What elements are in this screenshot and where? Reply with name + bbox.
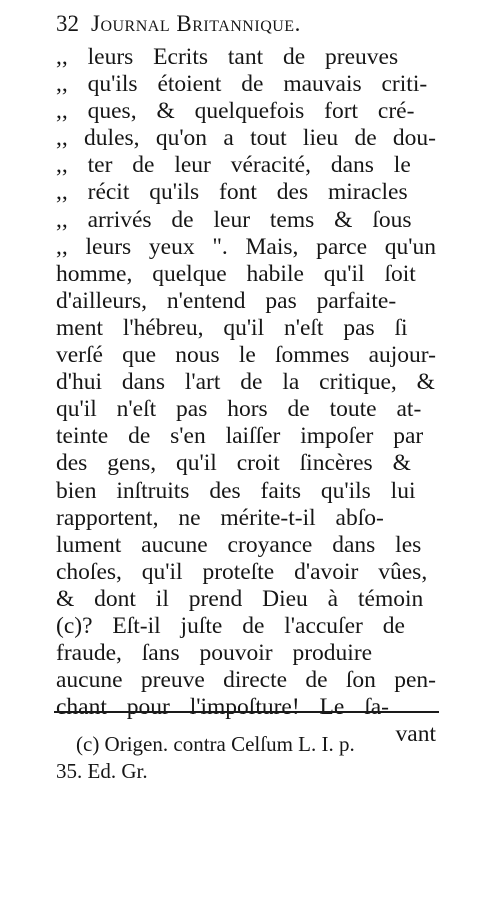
text-line [56, 586, 436, 613]
text-line [56, 288, 436, 315]
text-line-content: ,, ques, & quelquefois fort cré- [56, 98, 415, 125]
footnote-text: 35. Ed. Gr. [56, 759, 148, 783]
text-line [56, 396, 436, 423]
text-line-content: chant pour l'impoſture! Le ſa- [56, 694, 389, 721]
text-line [56, 667, 436, 694]
text-line [56, 532, 436, 559]
text-line-content: lument aucune croyance dans les [56, 531, 422, 558]
journal-title: Journal Britannique. [91, 11, 301, 36]
footnote-divider [54, 711, 439, 713]
text-line [56, 613, 436, 640]
page-number: 32 [56, 11, 79, 36]
text-line [56, 315, 436, 342]
text-line [56, 478, 436, 505]
footnote-line [56, 731, 436, 758]
text-line-content: des gens, qu'il croit ſincères & [56, 450, 411, 477]
text-line [56, 694, 436, 721]
text-line-content: teinte de s'en laiſſer impoſer par [56, 423, 424, 450]
text-line-content: ,, dules, qu'on a tout lieu de dou- [56, 125, 436, 152]
text-line [56, 152, 436, 179]
text-line-content: d'ailleurs, n'entend pas parfaite- [56, 287, 397, 314]
text-line [56, 450, 436, 477]
text-line-content: ,, récit qu'ils font des miracles [56, 179, 408, 206]
footnote-text: (c) Origen. contra Celſum L. I. p. [76, 732, 355, 756]
body-text [56, 44, 436, 748]
text-line [56, 369, 436, 396]
text-line [56, 640, 436, 667]
text-line [56, 423, 436, 450]
text-line-content: ,, qu'ils étoient de mauvais criti- [56, 71, 428, 98]
running-head [56, 8, 436, 40]
text-line-content: ,, arrivés de leur tems & ſous [56, 206, 412, 233]
text-line-content: d'hui dans l'art de la critique, & [56, 369, 435, 396]
text-line [56, 125, 436, 152]
text-line-content: (c)? Eſt-il juſte de l'accuſer de [56, 612, 405, 639]
text-line [56, 342, 436, 369]
text-line-content: qu'il n'eſt pas hors de toute at- [56, 396, 422, 423]
text-line [56, 261, 436, 288]
footnote [56, 731, 436, 785]
catchword: vant [395, 721, 436, 748]
text-line-content: ,, leurs Ecrits tant de preuves [56, 44, 399, 70]
text-line-content: choſes, qu'il proteſte d'avoir vûes, [56, 558, 428, 585]
text-line [56, 98, 436, 125]
text-line [56, 559, 436, 586]
text-line-content: verſé que nous le ſommes aujour- [56, 342, 436, 369]
text-line-content: rapportent, ne mérite-t-il abſo- [56, 504, 384, 531]
text-line-content: bien inſtruits des faits qu'ils lui [56, 477, 416, 504]
text-line [56, 207, 436, 234]
text-line-content: aucune preuve directe de ſon pen- [56, 667, 436, 694]
text-line [56, 71, 436, 98]
text-line-content: ,, ter de leur véracité, dans le [56, 152, 411, 179]
text-line-content: fraude, ſans pouvoir produire [56, 640, 373, 667]
text-line-content: ,, leurs yeux ". Mais, parce qu'un [56, 233, 436, 260]
text-line [56, 505, 436, 532]
text-line-content: & dont il prend Dieu à témoin [56, 585, 424, 612]
text-line-content: ment l'hébreu, qu'il n'eſt pas ſi [56, 314, 408, 341]
text-line [56, 179, 436, 206]
text-line [56, 44, 436, 71]
text-line [56, 234, 436, 261]
footnote-line [56, 758, 436, 785]
text-line-content: homme, quelque habile qu'il ſoit [56, 260, 416, 287]
